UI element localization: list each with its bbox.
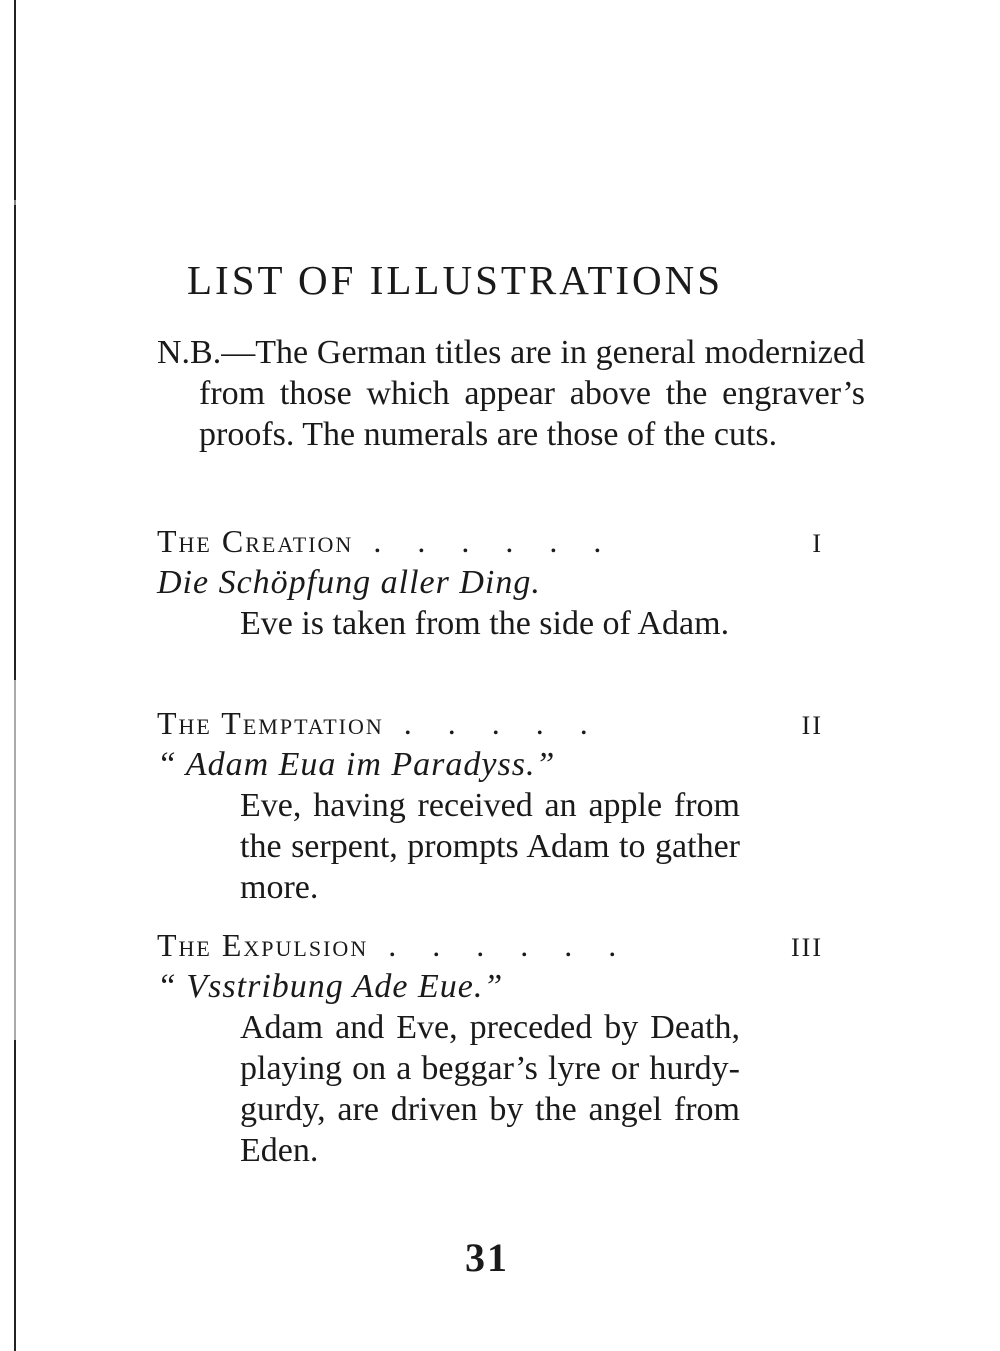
- entry-numeral: I: [812, 529, 823, 558]
- dot-leaders: . . . . . .: [373, 523, 616, 559]
- entry-numeral: II: [801, 711, 823, 740]
- page-margin-rule: [14, 0, 16, 1351]
- entry-description: Adam and Eve, preceded by Death, playing on a beggar’s lyre or hurdy-gurdy, are driven by the angel from Eden.: [240, 1009, 740, 1169]
- dot-leaders: . . . . . .: [388, 927, 631, 963]
- entry-numeral: III: [791, 933, 823, 962]
- entry-description: Eve is taken from the side of Adam.: [240, 605, 730, 642]
- entry-description: Eve, having received an apple from the serpent, prompts Adam to gather more.: [240, 787, 740, 906]
- german-title: “ Vsstribung Ade Eue.”: [157, 968, 504, 1005]
- page-number: 31: [465, 1235, 509, 1280]
- entry-heading: [157, 927, 823, 967]
- illustration-entry: [157, 927, 823, 1171]
- entry-title: The Temptation: [157, 705, 384, 741]
- entry-heading: [157, 705, 823, 745]
- german-title: “ Adam Eua im Paradyss.”: [157, 746, 556, 783]
- illustration-entry: [157, 705, 823, 908]
- entry-title: The Creation: [157, 523, 354, 559]
- page-title: LIST OF ILLUSTRATIONS: [187, 257, 724, 303]
- german-title: Die Schöpfung aller Ding.: [157, 564, 541, 601]
- entry-heading: [157, 523, 823, 563]
- entry-title: The Expulsion: [157, 927, 369, 963]
- illustration-entry: [157, 523, 823, 644]
- dot-leaders: . . . . .: [403, 705, 602, 741]
- editorial-note: N.B.—The German titles are in general modernized from those which appear above the engraver’s proofs. The numerals are those of the cuts.: [157, 334, 865, 453]
